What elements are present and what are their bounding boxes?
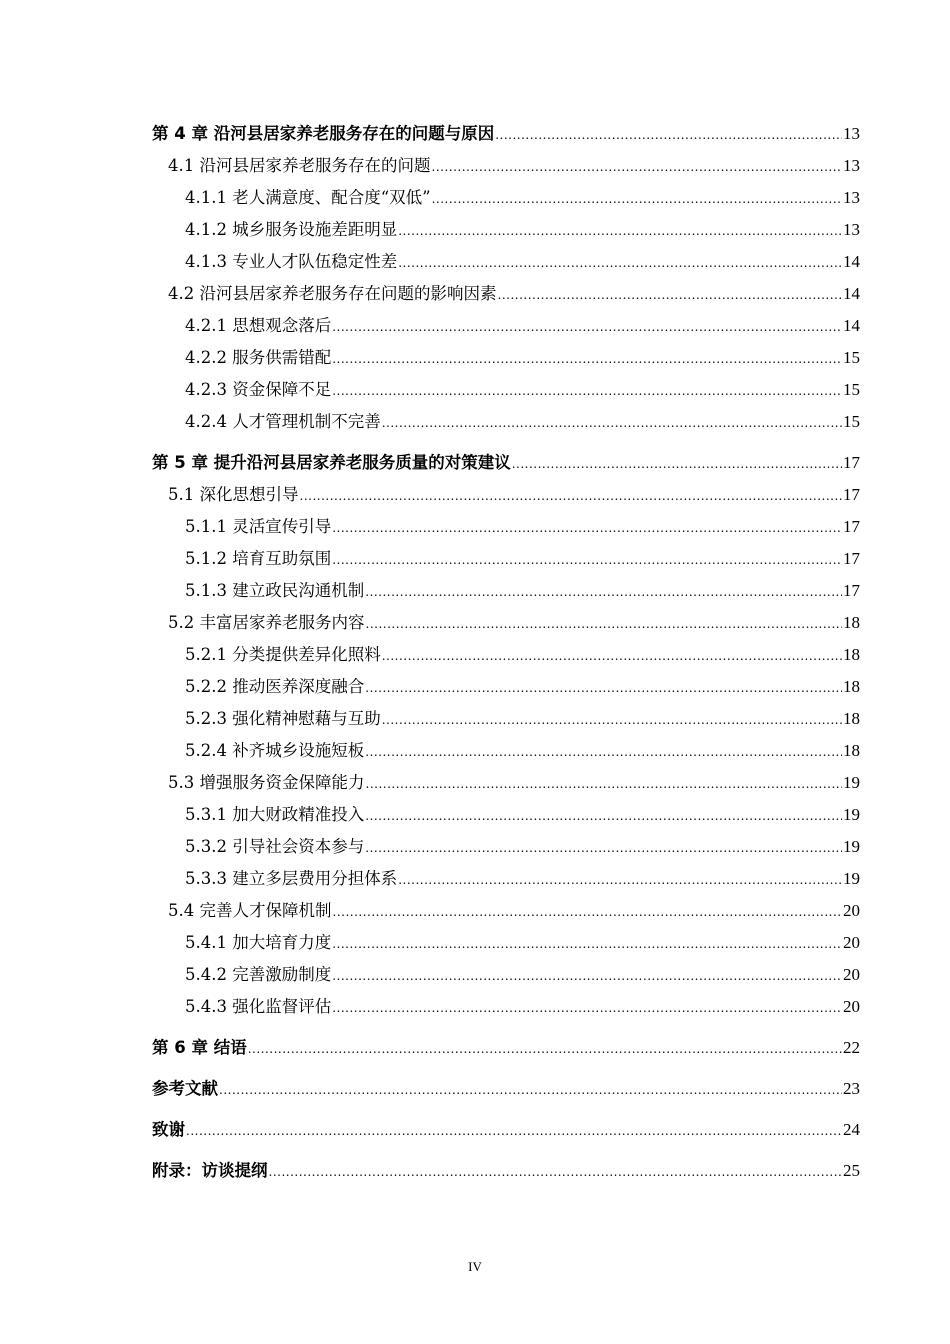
toc-entry[interactable] xyxy=(152,703,860,735)
dot-leader xyxy=(248,1033,842,1065)
toc-entry-page: 14 xyxy=(843,284,860,303)
toc-entry-title: 5.1 深化思想引导 xyxy=(168,485,299,504)
dot-leader xyxy=(332,512,842,544)
toc-entry[interactable] xyxy=(152,767,860,799)
toc-entry-page: 18 xyxy=(843,645,860,664)
dot-leader xyxy=(365,736,842,768)
toc-entry-title: 4.1 沿河县居家养老服务存在的问题 xyxy=(168,156,431,175)
toc-entry-title: 4.2.1 思想观念落后 xyxy=(185,316,332,335)
toc-entry-title: 5.3.1 加大财政精准投入 xyxy=(185,805,365,824)
toc-entry[interactable] xyxy=(152,959,860,991)
dot-leader xyxy=(332,544,842,576)
toc-entry-page: 19 xyxy=(843,869,860,888)
dot-leader xyxy=(186,1115,842,1147)
toc-entry-title: 5.4 完善人才保障机制 xyxy=(168,901,332,920)
dot-leader xyxy=(398,215,842,247)
dot-leader xyxy=(432,151,843,183)
toc-entry-page: 13 xyxy=(843,124,860,143)
toc-entry-page: 19 xyxy=(843,773,860,792)
toc-entry-page: 25 xyxy=(843,1161,860,1180)
toc-entry-page: 18 xyxy=(843,741,860,760)
toc-entry-title: 附录：访谈提纲 xyxy=(152,1161,268,1180)
toc-entry-page: 24 xyxy=(843,1120,860,1139)
toc-entry-page: 15 xyxy=(843,380,860,399)
table-of-contents xyxy=(152,118,860,1187)
dot-leader xyxy=(269,1156,843,1188)
toc-entry-title: 5.3 增强服务资金保障能力 xyxy=(168,773,365,792)
dot-leader xyxy=(366,768,843,800)
dot-leader xyxy=(332,992,842,1024)
toc-entry[interactable] xyxy=(152,310,860,342)
toc-entry-title: 5.1.3 建立政民沟通机制 xyxy=(185,581,365,600)
toc-entry[interactable] xyxy=(152,799,860,831)
toc-entry[interactable] xyxy=(152,214,860,246)
dot-leader xyxy=(300,480,843,512)
toc-entry-page: 19 xyxy=(843,837,860,856)
toc-entry-title: 5.2.1 分类提供差异化照料 xyxy=(185,645,381,664)
toc-entry-page: 15 xyxy=(843,348,860,367)
dot-leader xyxy=(219,1074,842,1106)
toc-entry[interactable] xyxy=(152,863,860,895)
toc-entry-page: 14 xyxy=(843,252,860,271)
toc-entry-page: 17 xyxy=(843,581,860,600)
toc-entry-page: 13 xyxy=(843,220,860,239)
dot-leader xyxy=(333,896,843,928)
dot-leader xyxy=(382,704,842,736)
toc-entry[interactable] xyxy=(152,447,860,479)
toc-entry[interactable] xyxy=(152,927,860,959)
toc-entry-page: 20 xyxy=(843,997,860,1016)
toc-entry[interactable] xyxy=(152,1155,860,1187)
toc-entry[interactable] xyxy=(152,374,860,406)
toc-entry-title: 4.2.2 服务供需错配 xyxy=(185,348,332,367)
toc-entry-page: 19 xyxy=(843,805,860,824)
dot-leader xyxy=(365,832,842,864)
toc-entry-page: 17 xyxy=(843,485,860,504)
toc-entry-page: 17 xyxy=(843,453,860,472)
dot-leader xyxy=(512,448,842,480)
toc-entry[interactable] xyxy=(152,735,860,767)
dot-leader xyxy=(332,343,842,375)
toc-entry[interactable] xyxy=(152,895,860,927)
toc-entry-title: 5.4.3 强化监督评估 xyxy=(185,997,332,1016)
toc-entry-title: 4.1.3 专业人才队伍稳定性差 xyxy=(185,252,398,271)
toc-entry-page: 17 xyxy=(843,517,860,536)
toc-entry[interactable] xyxy=(152,150,860,182)
toc-entry-title: 5.1.2 培育互助氛围 xyxy=(185,549,332,568)
toc-entry-title: 4.1.1 老人满意度、配合度“双低” xyxy=(185,188,431,207)
dot-leader xyxy=(398,864,842,896)
toc-entry-page: 20 xyxy=(843,901,860,920)
toc-entry-page: 18 xyxy=(843,613,860,632)
toc-entry-page: 14 xyxy=(843,316,860,335)
dot-leader xyxy=(382,407,842,439)
toc-entry-title: 5.4.2 完善激励制度 xyxy=(185,965,332,984)
toc-entry-page: 23 xyxy=(843,1079,860,1098)
toc-entry[interactable] xyxy=(152,406,860,438)
toc-entry[interactable] xyxy=(152,1032,860,1064)
dot-leader xyxy=(498,279,843,311)
toc-entry-page: 20 xyxy=(843,965,860,984)
toc-entry-title: 4.1.2 城乡服务设施差距明显 xyxy=(185,220,398,239)
toc-entry-title: 5.1.1 灵活宣传引导 xyxy=(185,517,332,536)
dot-leader xyxy=(432,183,842,215)
toc-entry-title: 5.2.2 推动医养深度融合 xyxy=(185,677,365,696)
toc-entry[interactable] xyxy=(152,543,860,575)
dot-leader xyxy=(365,576,842,608)
dot-leader xyxy=(332,375,842,407)
toc-entry[interactable] xyxy=(152,342,860,374)
toc-entry-title: 4.2.4 人才管理机制不完善 xyxy=(185,412,381,431)
dot-leader xyxy=(332,928,842,960)
toc-entry-title: 4.2.3 资金保障不足 xyxy=(185,380,332,399)
dot-leader xyxy=(365,672,842,704)
toc-entry-page: 13 xyxy=(843,188,860,207)
toc-entry-page: 18 xyxy=(843,677,860,696)
toc-entry[interactable] xyxy=(152,639,860,671)
toc-entry-title: 参考文献 xyxy=(152,1079,218,1098)
toc-entry[interactable] xyxy=(152,671,860,703)
toc-entry-page: 13 xyxy=(843,156,860,175)
toc-entry-title: 4.2 沿河县居家养老服务存在问题的影响因素 xyxy=(168,284,497,303)
toc-entry-page: 15 xyxy=(843,412,860,431)
toc-entry-title: 5.4.1 加大培育力度 xyxy=(185,933,332,952)
toc-entry[interactable] xyxy=(152,1073,860,1105)
dot-leader xyxy=(366,608,843,640)
toc-entry-title: 5.2.3 强化精神慰藉与互助 xyxy=(185,709,381,728)
dot-leader xyxy=(365,800,842,832)
toc-entry[interactable] xyxy=(152,278,860,310)
toc-entry-page: 22 xyxy=(843,1038,860,1057)
toc-entry-title: 5.2.4 补齐城乡设施短板 xyxy=(185,741,365,760)
toc-entry[interactable] xyxy=(152,479,860,511)
toc-entry-page: 18 xyxy=(843,709,860,728)
page-number: IV xyxy=(468,1259,482,1274)
toc-entry-title: 致谢 xyxy=(152,1120,185,1139)
dot-leader xyxy=(332,960,842,992)
dot-leader xyxy=(495,119,842,151)
toc-entry-page: 20 xyxy=(843,933,860,952)
toc-entry-title: 第 5 章 提升沿河县居家养老服务质量的对策建议 xyxy=(152,453,511,472)
dot-leader xyxy=(382,640,842,672)
dot-leader xyxy=(332,311,842,343)
toc-entry[interactable] xyxy=(152,182,860,214)
toc-entry[interactable] xyxy=(152,511,860,543)
toc-entry-title: 第 6 章 结语 xyxy=(152,1038,247,1057)
toc-entry-title: 第 4 章 沿河县居家养老服务存在的问题与原因 xyxy=(152,124,495,143)
toc-entry[interactable] xyxy=(152,118,860,150)
toc-entry[interactable] xyxy=(152,991,860,1023)
toc-entry[interactable] xyxy=(152,607,860,639)
toc-entry[interactable] xyxy=(152,1114,860,1146)
toc-entry-page: 17 xyxy=(843,549,860,568)
dot-leader xyxy=(398,247,842,279)
toc-entry-title: 5.2 丰富居家养老服务内容 xyxy=(168,613,365,632)
toc-entry-title: 5.3.3 建立多层费用分担体系 xyxy=(185,869,398,888)
toc-entry-title: 5.3.2 引导社会资本参与 xyxy=(185,837,365,856)
toc-entry[interactable] xyxy=(152,246,860,278)
toc-entry[interactable] xyxy=(152,831,860,863)
toc-entry[interactable] xyxy=(152,575,860,607)
